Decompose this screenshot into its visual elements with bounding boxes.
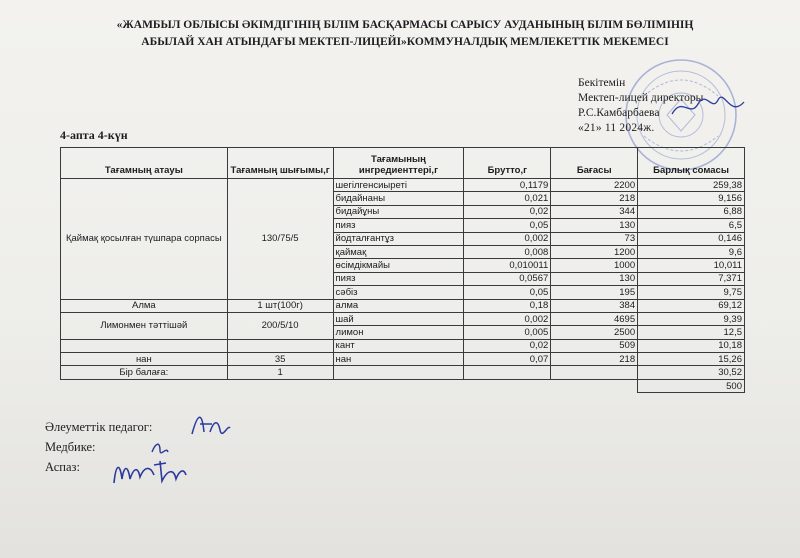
brutto-cell: 0,07 bbox=[464, 353, 551, 366]
price-cell: 1200 bbox=[551, 245, 638, 258]
column-header-ingredients: Тағамының ингредиенттері,г bbox=[333, 148, 464, 179]
column-header-name: Тағамның атауы bbox=[61, 148, 228, 179]
approval-name: Р.С.Камбарбаева bbox=[578, 107, 660, 119]
approval-date: «21» 11 2024ж. bbox=[578, 122, 655, 134]
ingredient-cell: шегілгенсиыреті bbox=[333, 179, 464, 192]
sum-cell: 12,5 bbox=[638, 326, 745, 339]
sum-cell: 9,156 bbox=[638, 192, 745, 205]
sum-cell: 6,88 bbox=[638, 205, 745, 218]
dish-name: Қаймақ қосылған түшпара сорпасы bbox=[61, 179, 228, 300]
sum-cell: 9,6 bbox=[638, 245, 745, 258]
dish-yield: 200/5/10 bbox=[227, 312, 333, 339]
price-cell: 130 bbox=[551, 219, 638, 232]
title-line-2: АБЫЛАЙ ХАН АТЫНДАҒЫ МЕКТЕП-ЛИЦЕЙІ»КОММУНАЛДЫҚ МЕМЛЕКЕТТІК МЕКЕМЕСІ bbox=[141, 36, 669, 48]
empty-cell bbox=[61, 379, 638, 392]
price-cell: 344 bbox=[551, 205, 638, 218]
per-child-row bbox=[61, 366, 745, 379]
empty-cell bbox=[227, 339, 333, 352]
sum-cell: 7,371 bbox=[638, 272, 745, 285]
pedagogue-signature-icon bbox=[188, 410, 234, 438]
sum-cell: 10,011 bbox=[638, 259, 745, 272]
ingredient-cell: лимон bbox=[333, 326, 464, 339]
approval-title: Бекітемін bbox=[578, 77, 626, 89]
column-header-yield: Тағамның шығымы,г bbox=[227, 148, 333, 179]
brutto-cell: 0,010011 bbox=[464, 259, 551, 272]
table-row bbox=[61, 339, 745, 352]
sum-cell: 15,26 bbox=[638, 353, 745, 366]
dish-name: Алма bbox=[61, 299, 228, 312]
ingredient-cell: пияз bbox=[333, 272, 464, 285]
ingredient-cell: шай bbox=[333, 312, 464, 325]
price-cell: 509 bbox=[551, 339, 638, 352]
price-cell: 130 bbox=[551, 272, 638, 285]
ingredient-cell: алма bbox=[333, 299, 464, 312]
grand-total-row bbox=[61, 379, 745, 392]
brutto-cell: 0,021 bbox=[464, 192, 551, 205]
sum-cell: 9,75 bbox=[638, 286, 745, 299]
column-header-total: Барлық сомасы bbox=[638, 148, 745, 179]
nurse-signature-icon bbox=[148, 438, 172, 456]
sum-cell: 6,5 bbox=[638, 219, 745, 232]
ingredient-cell: пияз bbox=[333, 219, 464, 232]
brutto-cell: 0,008 bbox=[464, 245, 551, 258]
ingredient-cell: қаймақ bbox=[333, 245, 464, 258]
nurse-label: Медбике: bbox=[45, 440, 96, 454]
sum-cell: 69,12 bbox=[638, 299, 745, 312]
brutto-cell: 0,002 bbox=[464, 312, 551, 325]
price-cell: 4695 bbox=[551, 312, 638, 325]
brutto-cell: 0,05 bbox=[464, 219, 551, 232]
ingredient-cell: бидайнаны bbox=[333, 192, 464, 205]
price-cell: 73 bbox=[551, 232, 638, 245]
title-line-1: «ЖАМБЫЛ ОБЛЫСЫ ӘКІМДІГІНІҢ БІЛІМ БАСҚАРМАСЫ САРЫСУ АУДАНЫНЫҢ БІЛІМ БӨЛІМІНІҢ bbox=[116, 19, 694, 31]
brutto-cell: 0,005 bbox=[464, 326, 551, 339]
grand-total: 500 bbox=[638, 379, 745, 392]
price-cell: 195 bbox=[551, 286, 638, 299]
approval-position: Мектеп-лицей директоры bbox=[578, 92, 704, 104]
price-cell: 218 bbox=[551, 192, 638, 205]
per-child-label: Бір балаға: bbox=[61, 366, 228, 379]
social-pedagogue-label: Әлеуметтік педагог: bbox=[45, 420, 153, 434]
director-signature-icon bbox=[668, 92, 748, 122]
per-child-count: 1 bbox=[227, 366, 333, 379]
brutto-cell: 0,18 bbox=[464, 299, 551, 312]
sum-cell: 0,146 bbox=[638, 232, 745, 245]
sum-cell: 10,18 bbox=[638, 339, 745, 352]
empty-cell bbox=[464, 366, 551, 379]
price-cell: 384 bbox=[551, 299, 638, 312]
per-child-total: 30,52 bbox=[638, 366, 745, 379]
table-row bbox=[61, 179, 745, 192]
cook-signature-icon bbox=[110, 455, 190, 489]
price-cell: 218 bbox=[551, 353, 638, 366]
brutto-cell: 0,002 bbox=[464, 232, 551, 245]
table-row bbox=[61, 299, 745, 312]
table-header-row bbox=[61, 148, 745, 179]
week-day-label: 4-апта 4-күн bbox=[60, 128, 128, 142]
dish-yield: 1 шт(100г) bbox=[227, 299, 333, 312]
dish-name: нан bbox=[61, 353, 228, 366]
table-row bbox=[61, 353, 745, 366]
column-header-price: Бағасы bbox=[551, 148, 638, 179]
price-cell: 2500 bbox=[551, 326, 638, 339]
empty-cell bbox=[333, 366, 464, 379]
ingredient-cell: бидайұны bbox=[333, 205, 464, 218]
ingredient-cell: сәбіз bbox=[333, 286, 464, 299]
ingredient-cell: өсімдікмайы bbox=[333, 259, 464, 272]
price-cell: 2200 bbox=[551, 179, 638, 192]
ingredient-cell: кант bbox=[333, 339, 464, 352]
brutto-cell: 0,1179 bbox=[464, 179, 551, 192]
brutto-cell: 0,0567 bbox=[464, 272, 551, 285]
dish-yield: 35 bbox=[227, 353, 333, 366]
menu-table bbox=[60, 147, 745, 393]
brutto-cell: 0,02 bbox=[464, 339, 551, 352]
ingredient-cell: нан bbox=[333, 353, 464, 366]
brutto-cell: 0,02 bbox=[464, 205, 551, 218]
sum-cell: 259,38 bbox=[638, 179, 745, 192]
table-row bbox=[61, 312, 745, 325]
sum-cell: 9,39 bbox=[638, 312, 745, 325]
dish-name: Лимонмен тәттішәй bbox=[61, 312, 228, 339]
empty-cell bbox=[61, 339, 228, 352]
dish-yield: 130/75/5 bbox=[227, 179, 333, 300]
cook-label: Аспаз: bbox=[45, 460, 80, 474]
document-title bbox=[60, 17, 750, 51]
price-cell: 1000 bbox=[551, 259, 638, 272]
brutto-cell: 0,05 bbox=[464, 286, 551, 299]
empty-cell bbox=[551, 366, 638, 379]
column-header-brutto: Брутто,г bbox=[464, 148, 551, 179]
ingredient-cell: йодталғантұз bbox=[333, 232, 464, 245]
